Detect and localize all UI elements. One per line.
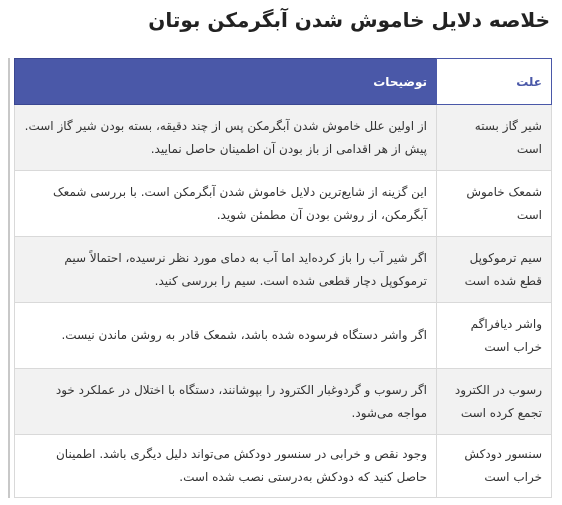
cause-cell: رسوب در الکترود تجمع کرده است: [437, 369, 552, 435]
table-row: [15, 303, 552, 369]
cause-cell: واشر دیافراگم خراب است: [437, 303, 552, 369]
page-title: خلاصه دلایل خاموش شدن آبگرمکن بوتان: [148, 8, 550, 32]
table-row: [15, 105, 552, 171]
cause-cell: سیم ترموکوپل قطع شده است: [437, 237, 552, 303]
cause-cell: شمعک خاموش است: [437, 171, 552, 237]
cause-cell: شیر گاز بسته است: [437, 105, 552, 171]
causes-table: [14, 58, 552, 498]
table-row: [15, 237, 552, 303]
description-cell: این گزینه از شایع‌ترین دلایل خاموش شدن آبگرمکن است. با بررسی شمعک آبگرمکن، از روشن بودن آن مطمئن شوید.: [15, 171, 437, 237]
description-cell: اگر رسوب و گردوغبار الکترود را بپوشانند، دستگاه با اختلال در عملکرد خود مواجه می‌شود.: [15, 369, 437, 435]
cause-cell: سنسور دودکش خراب است: [437, 435, 552, 498]
description-cell: از اولین علل خاموش شدن آبگرمکن پس از چند دقیقه، بسته بودن شیر گاز است. پیش از هر اقدامی از باز بودن آن اطمینان حاصل نمایید.: [15, 105, 437, 171]
header-cause: علت: [437, 59, 552, 105]
causes-table-container: [8, 58, 552, 498]
table-header: [15, 59, 552, 105]
header-description: توضیحات: [15, 59, 437, 105]
header-row: [15, 59, 552, 105]
description-cell: اگر شیر آب را باز کرده‌اید اما آب به دمای مورد نظر نرسیده، احتمالاً سیم ترموکوپل دچار قطعی شده است. سیم را بررسی کنید.: [15, 237, 437, 303]
table-row: [15, 369, 552, 435]
table-body: [15, 105, 552, 498]
table-row: [15, 435, 552, 498]
description-cell: وجود نقص و خرابی در سنسور دودکش می‌تواند دلیل دیگری باشد. اطمینان حاصل کنید که دودکش به‌درستی نصب شده است.: [15, 435, 437, 498]
table-row: [15, 171, 552, 237]
description-cell: اگر واشر دستگاه فرسوده شده باشد، شمعک قادر به روشن ماندن نیست.: [15, 303, 437, 369]
